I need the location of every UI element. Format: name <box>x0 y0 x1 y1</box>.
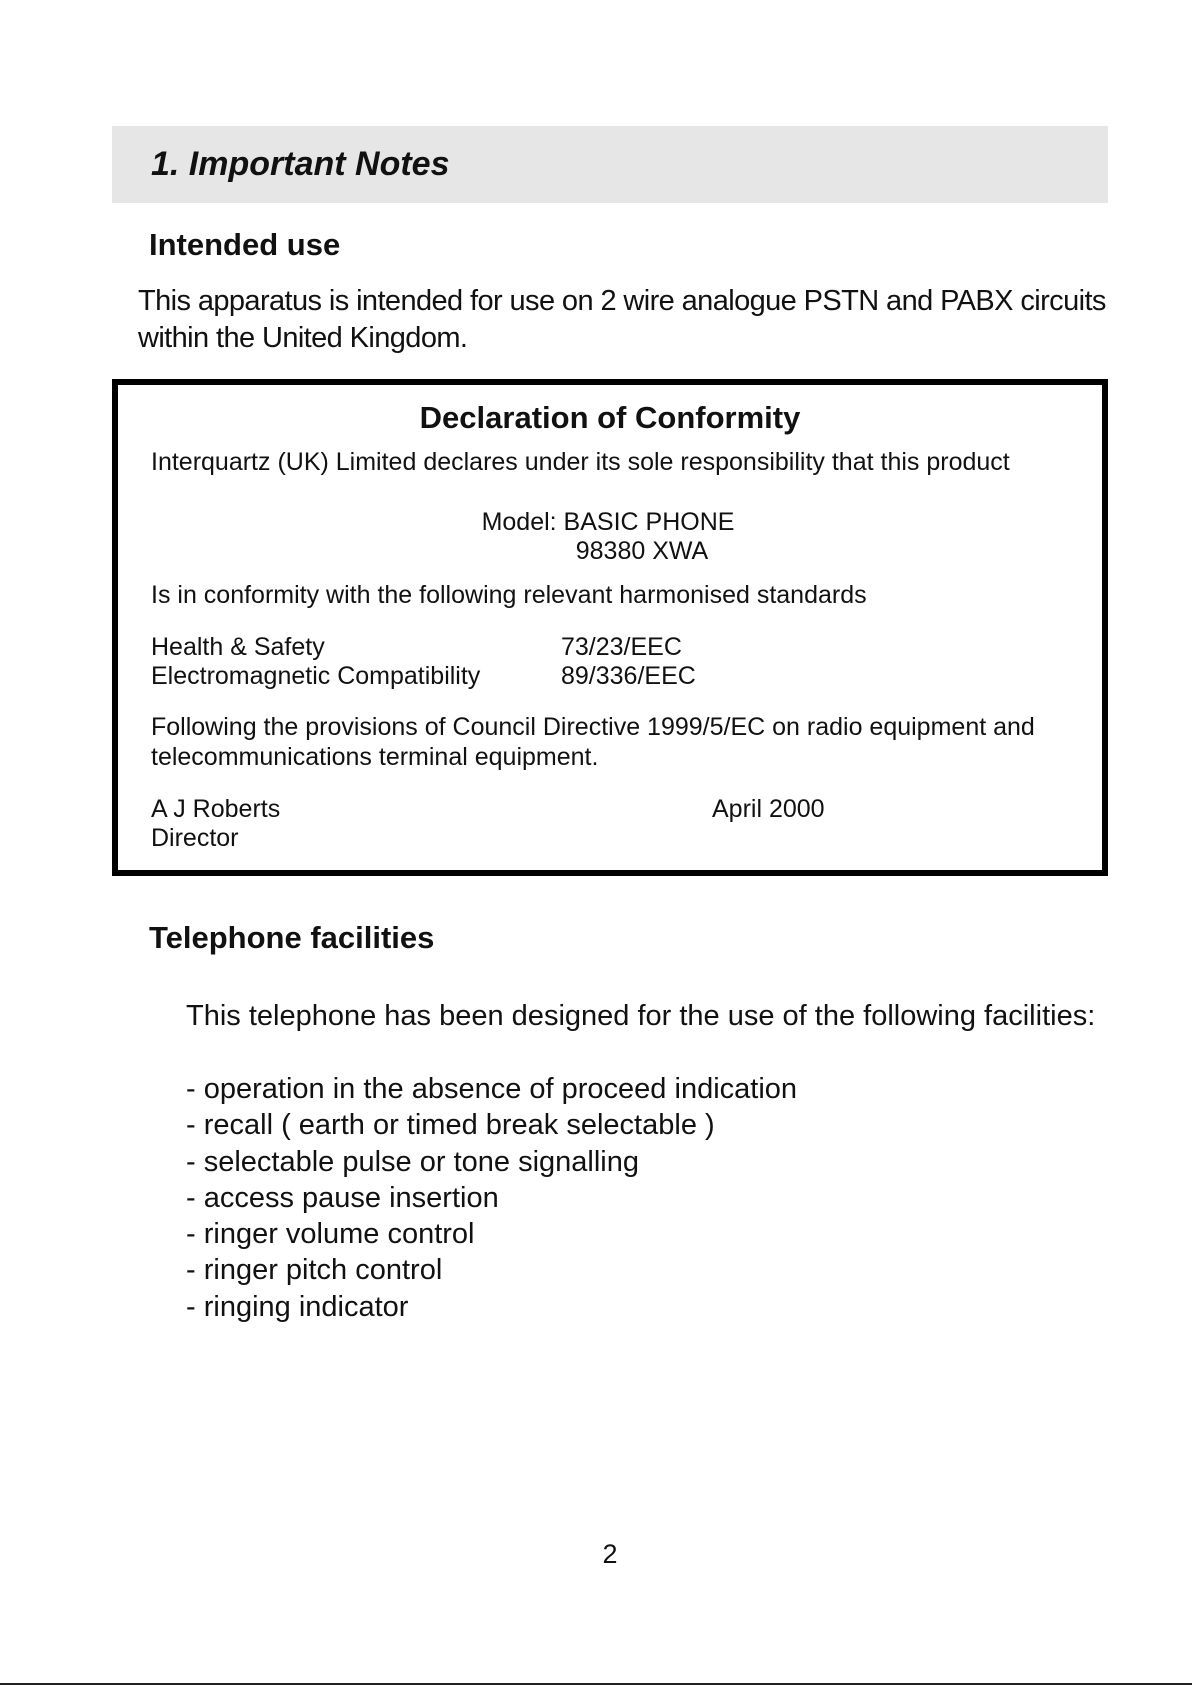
list-item: - ringing indicator <box>186 1290 409 1323</box>
intended-use-line-2: within the United Kingdom. <box>138 322 468 354</box>
directive-line-2: telecommunications terminal equipment. <box>151 743 599 771</box>
declaration-statement: Interquartz (UK) Limited declares under its sole responsibility that this product <box>151 448 1010 476</box>
intended-use-line-1: This apparatus is intended for use on 2 wire analogue PSTN and PABX circuits <box>138 285 1106 317</box>
list-item: - ringer pitch control <box>186 1254 443 1287</box>
signatory-title: Director <box>151 824 239 852</box>
list-item: - access pause insertion <box>186 1181 499 1214</box>
model-line: Model: BASIC PHONE <box>481 508 735 536</box>
standard-name: Electromagnetic Compatibility <box>151 662 481 690</box>
telephone-facilities-heading: Telephone facilities <box>149 920 435 955</box>
list-item: - operation in the absence of proceed indication <box>186 1073 798 1105</box>
standard-code: 89/336/EEC <box>561 662 696 690</box>
standard-name: Health & Safety <box>151 633 325 661</box>
intended-use-heading: Intended use <box>149 227 341 262</box>
standard-code: 73/23/EEC <box>561 633 682 661</box>
section-title: 1. Important Notes <box>151 145 450 183</box>
list-item: - recall ( earth or timed break selectable ) <box>186 1109 715 1142</box>
section-banner <box>112 126 1108 203</box>
conformity-line: Is in conformity with the following relevant harmonised standards <box>151 581 867 609</box>
model-number: 98380 XWA <box>575 537 709 565</box>
list-item: - ringer volume control <box>186 1218 475 1251</box>
declaration-box <box>112 379 1108 876</box>
declaration-title: Declaration of Conformity <box>419 400 801 435</box>
signatory-name: A J Roberts <box>151 795 281 823</box>
declaration-date: April 2000 <box>712 795 825 823</box>
facilities-intro: This telephone has been designed for the use of the following facilities: <box>186 1000 1096 1032</box>
intended-use-text <box>138 283 1118 357</box>
list-item: - selectable pulse or tone signalling <box>186 1145 639 1178</box>
page-number: 2 <box>602 1539 618 1569</box>
facility-list <box>186 1071 797 1325</box>
directive-line-1: Following the provisions of Council Directive 1999/5/EC on radio equipment and <box>151 713 1035 741</box>
